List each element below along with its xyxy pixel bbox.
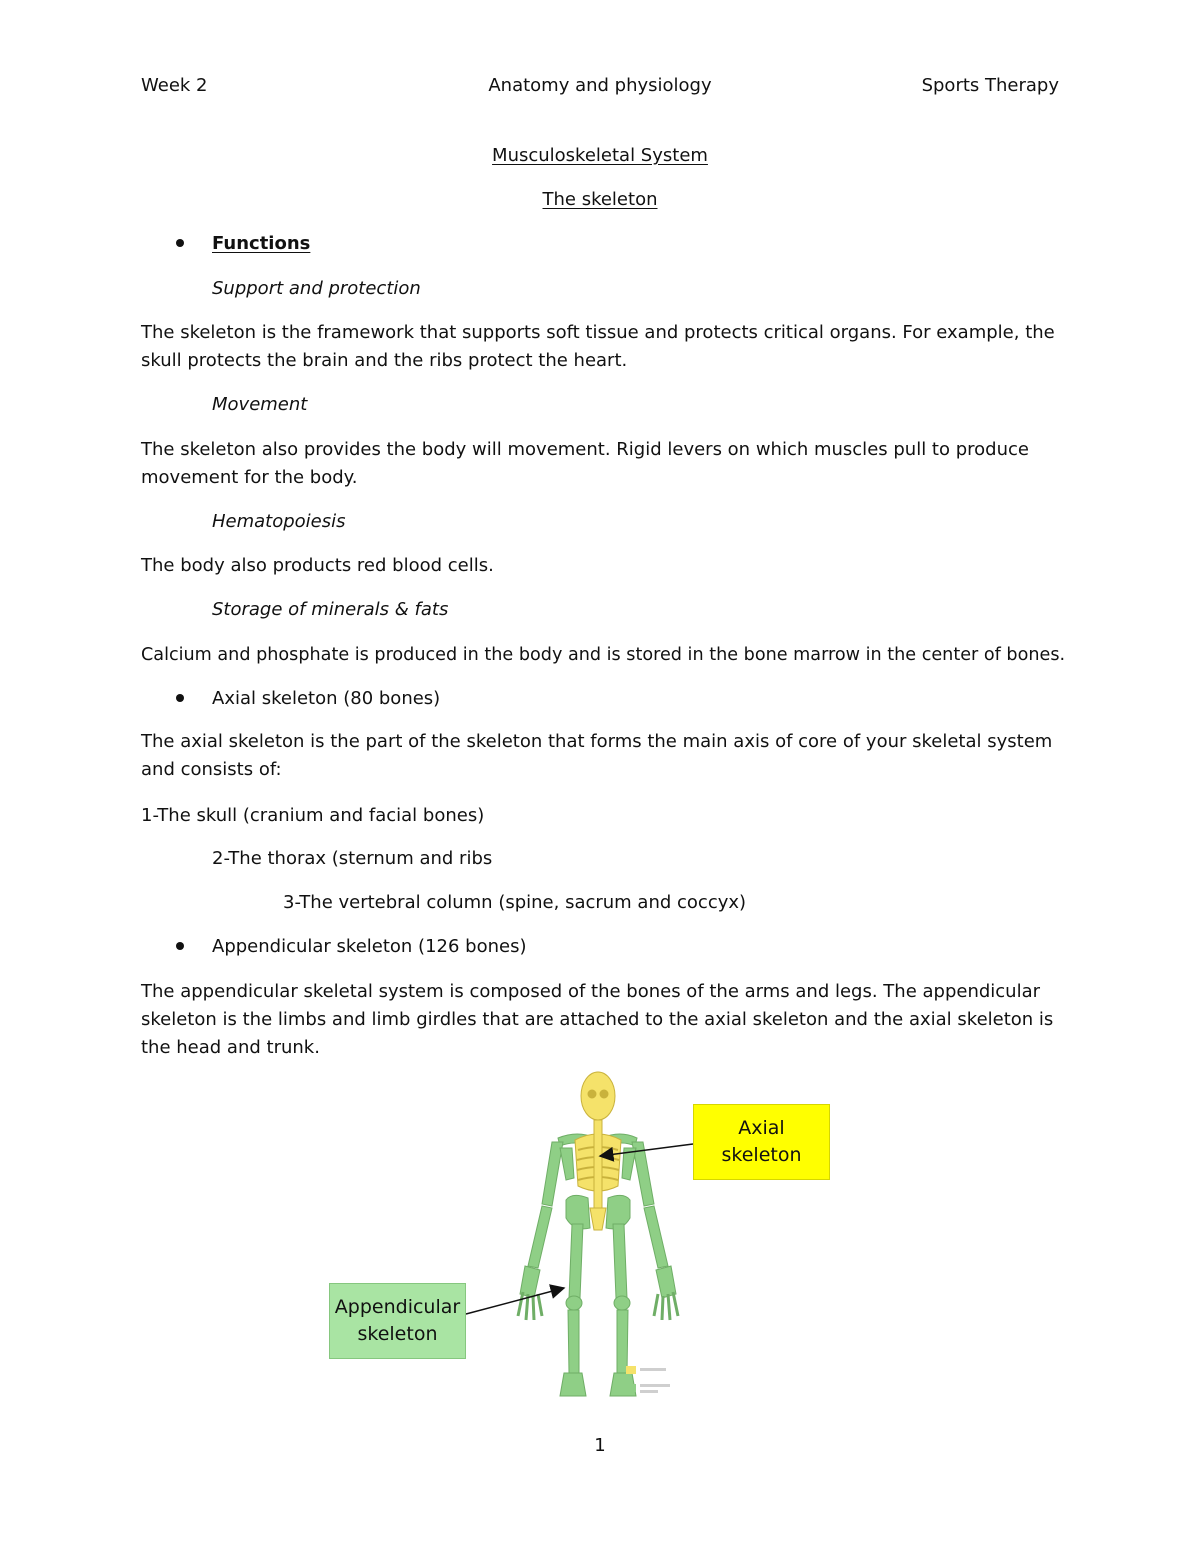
axial-heading: Axial skeleton (80 bones) — [212, 688, 441, 709]
appendicular-callout-line1: Appendicular — [334, 1296, 461, 1318]
page-number: 1 — [594, 1435, 606, 1456]
appendicular-arrow — [466, 1288, 564, 1314]
axial-item-skull: 1-The skull (cranium and facial bones) — [141, 805, 485, 826]
header-course: Anatomy and physiology — [488, 75, 712, 96]
header-program: Sports Therapy — [921, 75, 1059, 96]
axial-item-thorax: 2-The thorax (sternum and ribs — [212, 848, 493, 869]
legend-appendicular-swatch — [626, 1384, 636, 1392]
legend-axial-swatch — [626, 1366, 636, 1374]
movement-text: The skeleton also provides the body will movement. Rigid levers on which muscles pull to produce movement for the body. — [141, 439, 1029, 488]
axial-item-vertebral: 3-The vertebral column (spine, sacrum and coccyx) — [283, 892, 747, 913]
axial-callout-line1: Axial — [738, 1117, 785, 1139]
appendicular-text: The appendicular skeletal system is composed of the bones of the arms and legs. The appendicular skeleton is the limbs and limb girdles that are attached to the axial skeleton and the axial skeleton is the head and trunk. — [141, 981, 1054, 1058]
hematopoiesis-heading: Hematopoiesis — [212, 511, 346, 532]
bullet-icon — [176, 694, 184, 702]
document-title: Musculoskeletal System — [492, 145, 708, 166]
hematopoiesis-text: The body also products red blood cells. — [141, 555, 494, 576]
storage-text: Calcium and phosphate is produced in the body and is stored in the bone marrow in the center of bones. — [141, 645, 1066, 665]
axial-text: The axial skeleton is the part of the skeleton that forms the main axis of core of your skeletal system and consists of: — [141, 731, 1053, 780]
axial-callout-line2: skeleton — [721, 1144, 802, 1166]
storage-heading: Storage of minerals & fats — [212, 599, 449, 620]
document-subtitle: The skeleton — [542, 189, 658, 210]
support-heading: Support and protection — [212, 278, 421, 299]
movement-heading: Movement — [212, 394, 308, 415]
bullet-icon — [176, 239, 184, 247]
bullet-icon — [176, 942, 184, 950]
header-week: Week 2 — [141, 75, 208, 96]
appendicular-callout-line2: skeleton — [357, 1323, 438, 1345]
support-text: The skeleton is the framework that supports soft tissue and protects critical organs. For example, the skull protects the brain and the ribs protect the heart. — [141, 322, 1055, 371]
appendicular-skeleton-callout — [329, 1283, 466, 1359]
axial-skeleton-callout — [693, 1104, 830, 1180]
appendicular-heading: Appendicular skeleton (126 bones) — [212, 936, 527, 957]
functions-heading: Functions — [212, 233, 311, 254]
